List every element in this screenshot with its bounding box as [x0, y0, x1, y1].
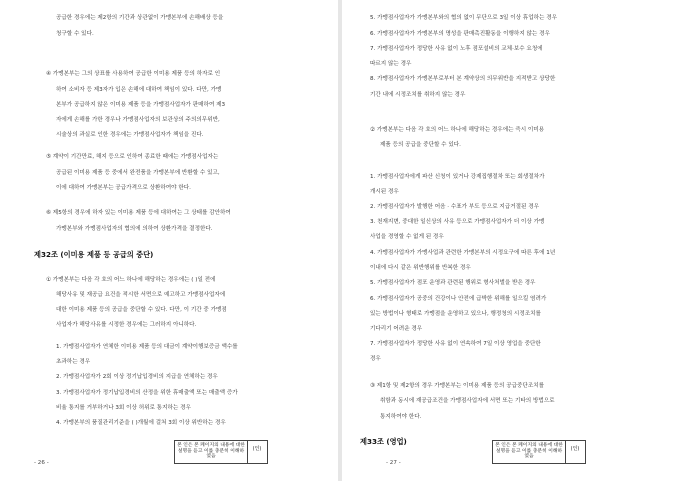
text-line: 시술상의 과실로 인한 경우에는 가맹점사업자가 책임을 진다. — [56, 132, 204, 138]
text-line: 사업자가 해당사유를 시정한 경우에는 그러하지 아니하다. — [56, 322, 197, 328]
article-heading: 제33조 (영업) — [360, 437, 407, 446]
confirmation-stamp-box — [492, 440, 586, 464]
confirmation-stamp-box — [174, 440, 268, 464]
text-line: ⑥ 제5항의 경우에 하자 있는 이미용 제품 등에 대하여는 그 상태를 감안하여 — [46, 210, 231, 216]
list-item: 2. 가맹점사업자가 발행한 어음 · 수표가 부도 등으로 지급거절된 경우 — [370, 204, 540, 210]
text-line: ② 가맹본부는 다음 각 호의 어느 하나에 해당하는 경우에는 즉시 이미용 — [370, 127, 545, 133]
list-item: 1. 가맹점사업자에게 파산 신청이 있거나 강제집행절차 또는 회생절차가 — [370, 174, 545, 180]
list-item: 7. 가맹점사업자가 정당한 사유 없이 노후 점포설비의 교체·보수 요청에 — [370, 46, 543, 52]
seal-mark: (인) — [252, 446, 262, 452]
list-item: 경우 — [370, 356, 381, 362]
stamp-divider — [247, 441, 248, 463]
list-item: 8. 가맹점사업자가 가맹본부로부터 본 계약상의 의무위반을 지적받고 상당한 — [370, 76, 556, 82]
seal-mark: (인) — [570, 446, 580, 452]
list-item: 이내에 다시 같은 위반행위를 반복한 경우 — [370, 265, 471, 271]
text-line: 이에 대하여 가맹본부는 공급가격으로 상환하여야 한다. — [56, 185, 191, 191]
text-line: 가맹본부와 가맹점사업자의 협의에 의하여 상환가격을 결정한다. — [56, 226, 213, 232]
list-item: 3. 천재지변, 중대한 일신상의 사유 등으로 가맹점사업자가 더 이상 가맹 — [370, 219, 545, 225]
left-page — [0, 0, 338, 481]
page-number: - 27 - — [386, 460, 401, 466]
list-item: 6. 가맹점사업자가 공중의 건강이나 안전에 급박한 위해를 일으킬 염려가 — [370, 296, 547, 302]
text-line: 대한 이미용 제품 등의 공급을 중단할 수 있다. 다만, 이 기간 중 가맹점 — [56, 307, 227, 313]
list-item: 3. 가맹점사업자가 정기납입경비의 산정을 위한 휴매출액 또는 매출액 증가 — [56, 390, 238, 396]
text-line: 취함과 동시에 재공급조건을 가맹점사업자에 서면 또는 기타의 방법으로 — [380, 398, 555, 404]
list-item: 5. 가맹점사업자가 점포 운영과 관련된 행위로 형사처벌을 받은 경우 — [370, 280, 536, 286]
text-line: 공급한 경우에는 제2항의 기간과 상관없이 가맹본부에 손해배상 등을 — [56, 15, 224, 21]
list-item: 기간 내에 시정조치를 취하지 않는 경우 — [370, 92, 466, 98]
list-item: 5. 가맹점사업자가 가맹본부와의 협의 없이 무단으로 3일 이상 휴업하는 경우 — [370, 15, 558, 21]
text-line: 해당사유 및 재공급 요건을 적시한 서면으로 예고하고 가맹점사업자에 — [56, 292, 226, 298]
list-item: 2. 가맹점사업자가 2회 이상 정기납입경비의 지급을 연체하는 경우 — [56, 374, 218, 380]
list-item: 따르지 않는 경우 — [370, 61, 412, 67]
text-line: ③ 제1항 및 제2항의 경우 가맹본부는 이미용 제품 등의 공급중단조치를 — [370, 383, 545, 389]
list-item: 4. 가맹본부의 품질관리기준을 ( )개월에 걸쳐 3회 이상 위반하는 경우 — [56, 420, 226, 426]
article-heading: 제32조 (이미용 제품 등 공급의 중단) — [34, 250, 154, 259]
text-line: 통지하여야 한다. — [380, 414, 422, 420]
list-item: 6. 가맹점사업자가 가맹본부의 명성을 판매촉진활동을 이행하지 않는 경우 — [370, 31, 550, 37]
list-item: 개시된 경우 — [370, 189, 399, 195]
stamp-text: 본 인은 본 페이지의 내용에 대한 설명을 듣고 이를 충분히 이해하였음 — [495, 443, 563, 460]
list-item: 사업을 경영할 수 없게 된 경우 — [370, 234, 444, 240]
list-item: 있는 방법이나 형태로 가맹점을 운영하고 있으나, 행정청의 시정조치를 — [370, 311, 541, 317]
text-line: 본부가 공급하지 않은 이미용 제품 등을 가맹점사업자가 판매하여 제3 — [56, 102, 226, 108]
right-page — [342, 0, 680, 481]
text-line: 자에게 손해를 가한 경우나 가맹점사업자의 보관상의 주의의무위반, — [56, 117, 220, 123]
stamp-divider — [565, 441, 566, 463]
text-line: 하여 소비자 등 제3자가 입은 손해에 대하여 책임이 있다. 다만, 가맹 — [56, 87, 222, 93]
page-number: - 26 - — [34, 460, 49, 466]
list-item: 1. 가맹점사업자가 연체한 이미용 제품 등의 대금이 계약이행보증금 액수를 — [56, 344, 238, 350]
text-line: 청구할 수 있다. — [56, 31, 94, 37]
text-line: ④ 가맹본부는 그의 상표를 사용하여 공급한 이미용 제품 등의 하자로 인 — [46, 71, 221, 77]
list-item: 7. 가맹점사업자가 정당한 사유 없이 연속하여 7일 이상 영업을 중단한 — [370, 341, 541, 347]
list-item: 기다리기 어려운 경우 — [370, 326, 423, 332]
text-line: 공급된 이미용 제품 등 중에서 완전품을 가맹본부에 반환할 수 있고, — [56, 170, 220, 176]
text-line: ⑤ 계약이 기간만료, 해지 등으로 인하여 종료한 때에는 가맹점사업자는 — [46, 154, 219, 160]
stamp-text: 본 인은 본 페이지의 내용에 대한 설명을 듣고 이를 충분히 이해하였음 — [177, 443, 245, 460]
text-line: ① 가맹본부는 다음 각 호의 어느 하나에 해당하는 경우에는 ( )일 전에 — [46, 277, 216, 283]
list-item: 4. 가맹점사업자가 가맹사업과 관련한 가맹본부의 시정요구에 따른 후에 1년 — [370, 250, 556, 256]
list-item: 비율 통지를 거부하거나 3회 이상 허위로 통지하는 경우 — [56, 405, 191, 411]
text-line: 제품 등의 공급을 중단할 수 있다. — [380, 142, 461, 148]
list-item: 초과하는 경우 — [56, 359, 91, 365]
